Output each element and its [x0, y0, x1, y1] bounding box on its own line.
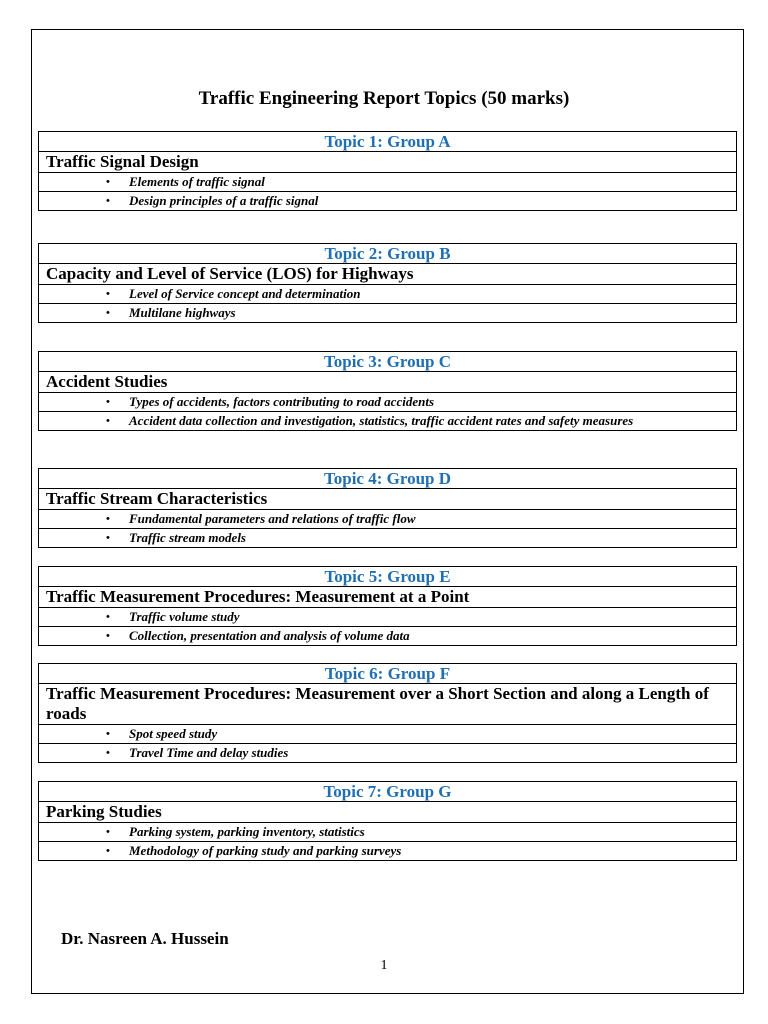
topic-name: Parking Studies	[39, 802, 737, 823]
topic-item	[39, 304, 737, 323]
topic-group-heading: Topic 2: Group B	[39, 244, 737, 264]
topic-item-text: Design principles of a traffic signal	[129, 193, 319, 208]
topic-table	[38, 131, 737, 211]
topic-item-text: Elements of traffic signal	[129, 174, 265, 189]
bullet-icon: •	[106, 630, 110, 642]
topic-group-heading: Topic 7: Group G	[39, 782, 737, 802]
topic-item-text: Level of Service concept and determination	[129, 286, 361, 301]
topic-group-heading: Topic 6: Group F	[39, 664, 737, 684]
topic-table	[38, 243, 737, 323]
topic-item	[39, 627, 737, 646]
topic-name: Traffic Signal Design	[39, 152, 737, 173]
author-name: Dr. Nasreen A. Hussein	[61, 929, 229, 948]
topic-item-text: Multilane highways	[129, 305, 236, 320]
bullet-icon: •	[106, 396, 110, 408]
topic-item	[39, 529, 737, 548]
bullet-icon: •	[106, 747, 110, 759]
bullet-icon: •	[106, 845, 110, 857]
topic-item	[39, 744, 737, 763]
page-number: 1	[380, 958, 388, 973]
topic-item-text: Spot speed study	[129, 726, 218, 741]
document-title: Traffic Engineering Report Topics (50 marks)	[198, 88, 570, 109]
topic-item	[39, 173, 737, 192]
topic-item	[39, 412, 737, 431]
topic-item-text: Traffic stream models	[129, 530, 246, 545]
bullet-icon: •	[106, 728, 110, 740]
bullet-icon: •	[106, 415, 110, 427]
topic-group-heading: Topic 4: Group D	[39, 469, 737, 489]
bullet-icon: •	[106, 532, 110, 544]
topic-item-text: Accident data collection and investigation, statistics, traffic accident rates and safety measures	[129, 413, 634, 428]
bullet-icon: •	[106, 611, 110, 623]
topic-name: Accident Studies	[39, 372, 737, 393]
topic-item	[39, 842, 737, 861]
bullet-icon: •	[106, 307, 110, 319]
topic-table	[38, 663, 737, 763]
bullet-icon: •	[106, 288, 110, 300]
topic-group-heading: Topic 3: Group C	[39, 352, 737, 372]
bullet-icon: •	[106, 513, 110, 525]
topic-name: Capacity and Level of Service (LOS) for Highways	[39, 264, 737, 285]
topic-item	[39, 393, 737, 412]
topic-table	[38, 781, 737, 861]
topic-item	[39, 823, 737, 842]
topic-item	[39, 510, 737, 529]
bullet-icon: •	[106, 176, 110, 188]
topic-table	[38, 566, 737, 646]
topic-item	[39, 725, 737, 744]
topic-item	[39, 608, 737, 627]
bullet-icon: •	[106, 826, 110, 838]
topic-item-text: Parking system, parking inventory, statistics	[129, 824, 365, 839]
topic-item-text: Travel Time and delay studies	[129, 745, 289, 760]
topic-name: Traffic Measurement Procedures: Measurement at a Point	[39, 587, 737, 608]
topic-table	[38, 468, 737, 548]
topic-group-heading: Topic 1: Group A	[39, 132, 737, 152]
bullet-icon: •	[106, 195, 110, 207]
topic-item-text: Collection, presentation and analysis of volume data	[129, 628, 410, 643]
topic-name: Traffic Measurement Procedures: Measurement over a Short Section and along a Length of roads	[39, 684, 737, 725]
topic-item	[39, 192, 737, 211]
topic-item-text: Fundamental parameters and relations of traffic flow	[129, 511, 416, 526]
topic-group-heading: Topic 5: Group E	[39, 567, 737, 587]
topic-name: Traffic Stream Characteristics	[39, 489, 737, 510]
topic-item-text: Types of accidents, factors contributing to road accidents	[129, 394, 434, 409]
topic-table	[38, 351, 737, 431]
topic-item-text: Methodology of parking study and parking surveys	[129, 843, 402, 858]
topic-item	[39, 285, 737, 304]
topic-item-text: Traffic volume study	[129, 609, 240, 624]
